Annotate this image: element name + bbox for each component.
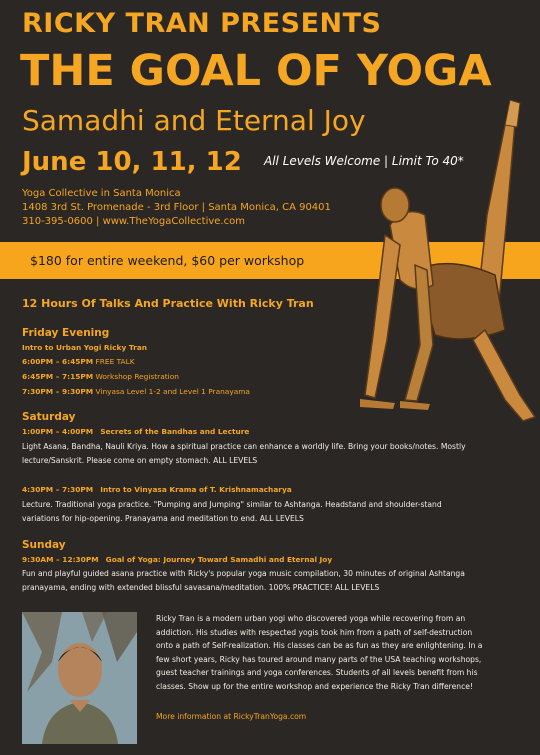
friday-item-3-text: Vinyasa Level 1-2 and Level 1 Pranayama — [95, 387, 250, 396]
friday-heading: Friday Evening — [22, 327, 110, 339]
saturday-session1-header — [22, 427, 249, 436]
bio-text — [156, 612, 528, 694]
friday-intro-text: Intro to Urban Yogi Ricky Tran — [22, 343, 147, 352]
venue-name: Yoga Collective in Santa Monica — [22, 188, 181, 199]
bio-line: guest teacher trainings and yoga conferences. Students of all levels benefit from his — [156, 668, 478, 678]
yoga-figure-illustration — [355, 95, 540, 425]
friday-item-2-text: Workshop Registration — [95, 372, 179, 381]
saturday-session2-header — [22, 485, 292, 494]
saturday-session1-desc — [22, 440, 522, 467]
section-heading: 12 Hours Of Talks And Practice With Ricky Tran — [22, 297, 314, 310]
sunday-session-desc — [22, 567, 522, 594]
friday-item-3 — [22, 387, 250, 396]
friday-intro — [22, 343, 147, 352]
saturday-session2-desc — [22, 498, 522, 525]
sunday-heading: Sunday — [22, 539, 66, 551]
sunday-session-header — [22, 555, 332, 564]
friday-item-2 — [22, 372, 179, 381]
saturday-session1-desc-line2: lecture/Sanskrit. Please come on empty stomach. ALL LEVELS — [22, 455, 258, 465]
friday-item-1-text: FREE TALK — [95, 357, 135, 366]
bio-line: addiction. His studies with respected yogis took him from a path of self-destruction — [156, 627, 473, 637]
sunday-session-time: 9:30AM – 12:30PM — [22, 555, 99, 564]
levels-note: All Levels Welcome | Limit To 40* — [264, 154, 464, 168]
friday-item-1-time: 6:00PM – 6:45PM — [22, 357, 94, 366]
venue-info — [22, 187, 331, 229]
bio-line: onto a path of Self-realization. His classes can be as fun as they are enlightening. In a — [156, 641, 483, 651]
bio-line: classes. Show up for the entire workshop and experience the Ricky Tran difference! — [156, 681, 473, 691]
bio-line: few short years, Ricky has toured around many parts of the USA teaching workshops, — [156, 654, 482, 664]
more-info-link[interactable]: More information at RickyTranYoga.com — [156, 712, 307, 721]
saturday-session2-title: Intro to Vinyasa Krama of T. Krishnamacharya — [100, 485, 292, 494]
bio-line: Ricky Tran is a modern urban yogi who discovered yoga while recovering from an — [156, 614, 466, 623]
saturday-session1-time: 1:00PM – 4:00PM — [22, 427, 94, 436]
sunday-desc-line1: Fun and playful guided asana practice with Ricky's popular yoga music compilation, 30 minutes of original Ashtanga — [22, 569, 465, 578]
venue-address: 1408 3rd St. Promenade - 3rd Floor | Santa Monica, CA 90401 — [22, 202, 331, 213]
price-text: $180 for entire weekend, $60 per workshop — [30, 253, 305, 268]
saturday-session2-desc-line2: variations for hip-opening. Pranayama and meditation to end. ALL LEVELS — [22, 513, 304, 523]
saturday-session1-desc-line1: Light Asana, Bandha, Nauli Kriya. How a spiritual practice can enhance a worldly life. Bring your books/notes. Mostly — [22, 442, 466, 451]
sunday-desc-line2: pranayama, ending with extended blissful savasana/meditation. 100% PRACTICE! ALL LEVELS — [22, 582, 380, 592]
event-dates: June 10, 11, 12 — [22, 147, 242, 177]
friday-item-2-time: 6:45PM – 7:15PM — [22, 372, 94, 381]
ricky-tran-photo — [22, 612, 137, 744]
event-title: THE GOAL OF YOGA — [20, 46, 492, 96]
friday-item-3-time: 7:30PM – 9:30PM — [22, 387, 94, 396]
event-subtitle: Samadhi and Eternal Joy — [22, 104, 366, 137]
presenter-heading: RICKY TRAN PRESENTS — [22, 8, 382, 39]
venue-contact[interactable]: 310-395-0600 | www.TheYogaCollective.com — [22, 216, 245, 227]
sunday-session-title: Goal of Yoga: Journey Toward Samadhi and Eternal Joy — [105, 555, 333, 564]
saturday-session2-time: 4:30PM – 7:30PM — [22, 485, 94, 494]
saturday-heading: Saturday — [22, 411, 76, 423]
friday-item-1 — [22, 357, 135, 366]
saturday-session2-desc-line1: Lecture. Traditional yoga practice. "Pumping and Jumping" similar to Ashtanga. Headstand and shoulder-stand — [22, 500, 442, 509]
saturday-session1-title: Secrets of the Bandhas and Lecture — [100, 427, 250, 436]
